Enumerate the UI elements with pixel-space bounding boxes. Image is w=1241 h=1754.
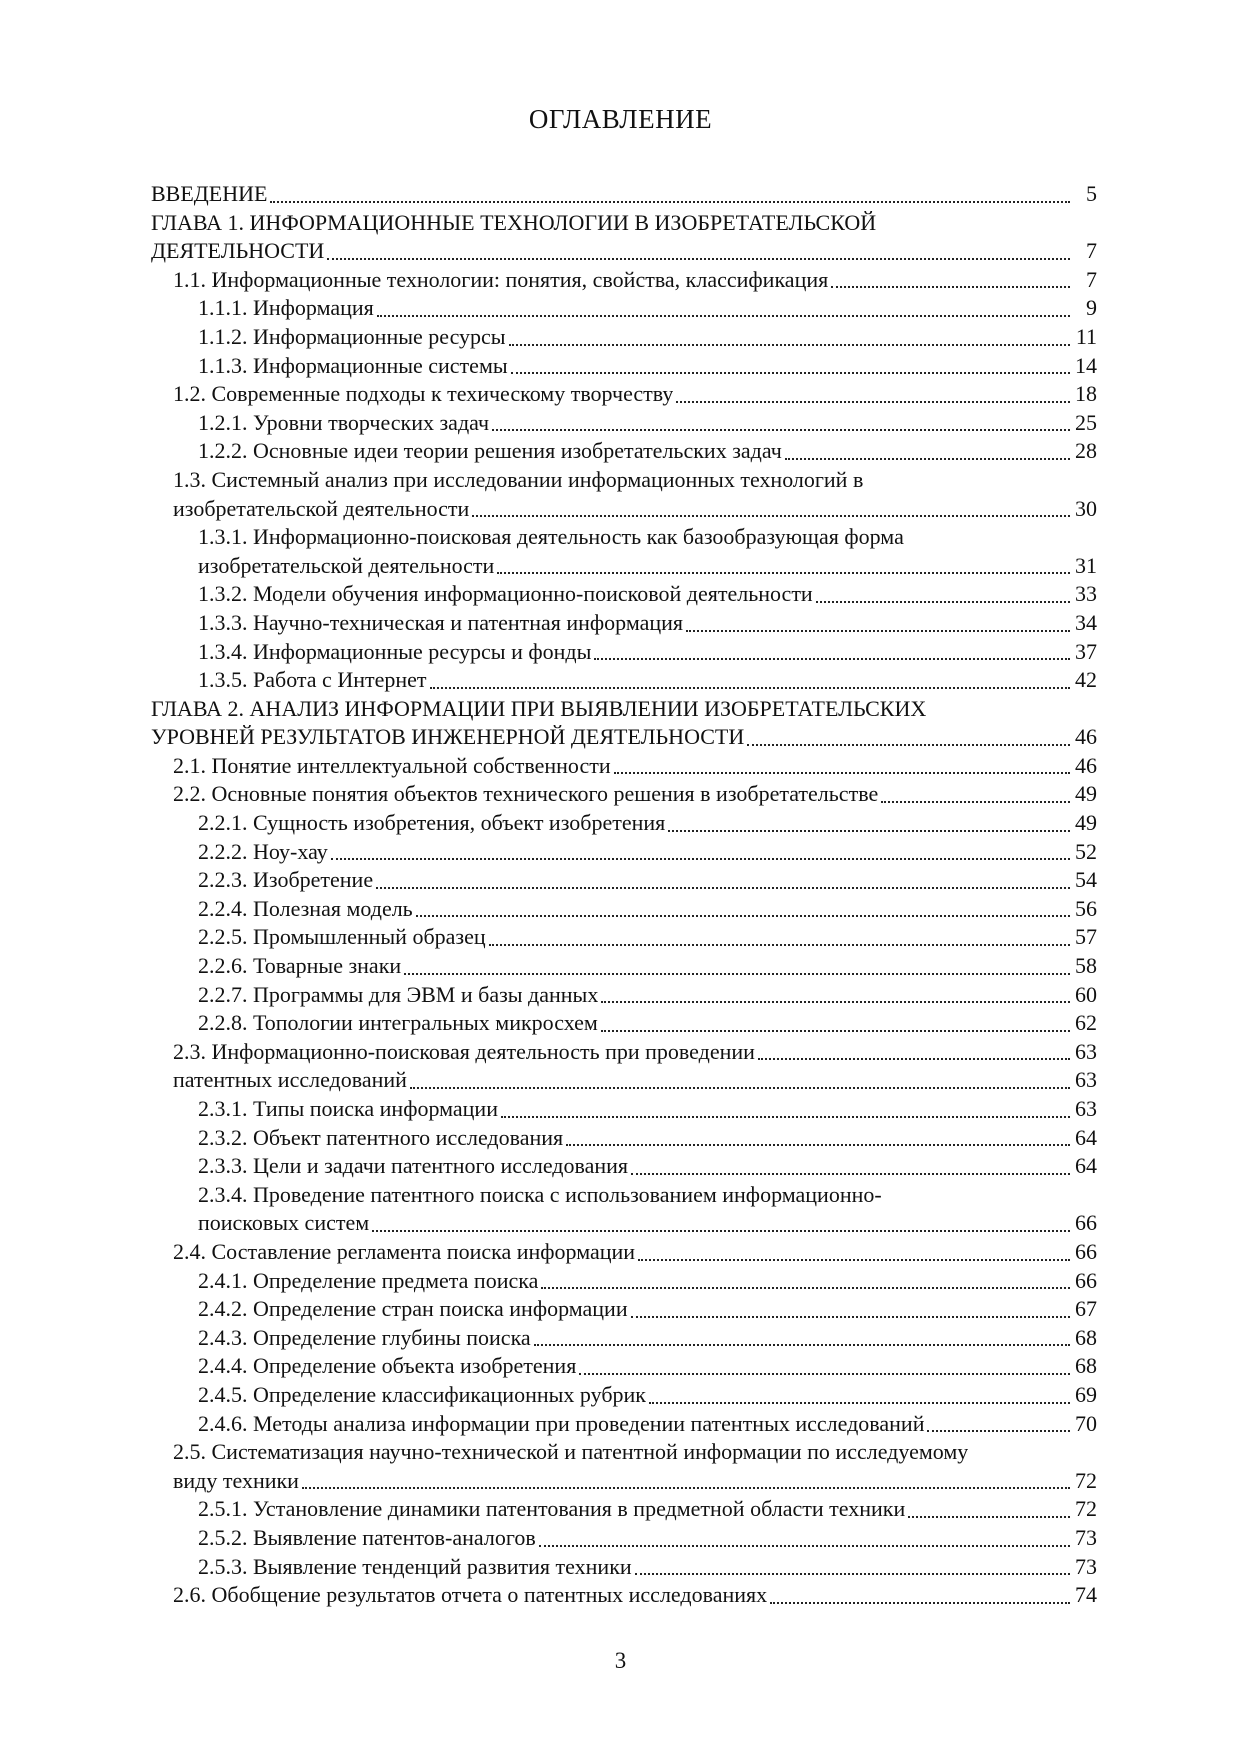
dot-leader: [908, 1515, 1070, 1518]
dot-leader: [785, 457, 1070, 460]
toc-entry-title: 2.3.4. Проведение патентного поиска с использованием информационно-: [198, 1181, 882, 1207]
toc-entry-page: 30: [1075, 495, 1097, 521]
toc-entry-page: 33: [1075, 581, 1097, 607]
dot-leader: [635, 1572, 1070, 1575]
toc-entry-page: 9: [1086, 295, 1097, 321]
dot-leader: [372, 1229, 1070, 1232]
toc-entry-title: 1.3.1. Информационно-поисковая деятельность как базообразующая форма: [198, 524, 904, 550]
toc-entry: [151, 1495, 1097, 1524]
toc-entry-title: 1.2.2. Основные идеи теории решения изобретательских задач: [198, 438, 782, 464]
toc-entry-title: 2.3.3. Цели и задачи патентного исследования: [198, 1153, 629, 1179]
dot-leader: [327, 257, 1070, 260]
dot-leader: [410, 1086, 1070, 1089]
dot-leader: [927, 1429, 1070, 1432]
toc-entry-title: 2.3. Информационно-поисковая деятельность при проведении: [173, 1038, 755, 1064]
dot-leader: [430, 686, 1070, 689]
dot-leader: [601, 1029, 1070, 1032]
toc-entry: [151, 1238, 1097, 1267]
toc-entry-title: 2.2.6. Товарные знаки: [198, 953, 402, 979]
toc-entry-page: 18: [1075, 381, 1097, 407]
toc-entry-title: 1.3.5. Работа с Интернет: [198, 667, 427, 693]
toc-entry: [151, 638, 1097, 667]
dot-leader: [631, 1315, 1070, 1318]
toc-entry: [151, 209, 1097, 238]
toc-entry-title: 2.5. Систематизация научно-технической и патентной информации по исследуемому: [173, 1439, 969, 1465]
toc-entry: [151, 1467, 1097, 1496]
toc-entry: [151, 1124, 1097, 1153]
toc-entry: [151, 352, 1097, 381]
toc-entry-title: поисковых систем: [198, 1210, 370, 1236]
toc-entry-page: 63: [1075, 1067, 1097, 1093]
toc-entry: [151, 1152, 1097, 1181]
toc-entry-title: 2.4.4. Определение объекта изобретения: [198, 1353, 577, 1379]
toc-entry: [151, 323, 1097, 352]
toc-entry: [151, 752, 1097, 781]
dot-leader: [489, 943, 1070, 946]
toc-entry: [151, 666, 1097, 695]
toc-entry-title: 2.5.3. Выявление тенденций развития техники: [198, 1553, 632, 1579]
toc-entry-title: 2.3.2. Объект патентного исследования: [198, 1124, 564, 1150]
toc-entry-title: 2.2.8. Топологии интегральных микросхем: [198, 1010, 598, 1036]
toc-entry-title: ВВЕДЕНИЕ: [151, 181, 268, 206]
toc-entry-title: 2.6. Обобщение результатов отчета о патентных исследованиях: [173, 1582, 768, 1608]
dot-leader: [270, 200, 1070, 203]
toc-entry-page: 11: [1075, 323, 1097, 349]
toc-entry-title: 2.4.5. Определение классификационных рубрик: [198, 1381, 646, 1407]
dot-leader: [676, 400, 1070, 403]
dot-leader: [376, 886, 1070, 889]
toc-entry-title: 1.1. Информационные технологии: понятия, свойства, классификация: [173, 266, 829, 292]
toc-entry-page: 68: [1075, 1353, 1097, 1379]
toc-entry: [151, 1295, 1097, 1324]
toc-entry-page: 42: [1075, 667, 1097, 693]
toc-entry-page: 62: [1075, 1010, 1097, 1036]
toc-entry: [151, 609, 1097, 638]
toc-entry-page: 54: [1075, 867, 1097, 893]
toc-entry-title: 1.2.1. Уровни творческих задач: [198, 409, 490, 435]
page-title: ОГЛАВЛЕНИЕ: [528, 104, 713, 134]
toc-entry-title: 2.5.1. Установление динамики патентования в предметной области техники: [198, 1496, 906, 1522]
dot-leader: [881, 800, 1070, 803]
toc-entry-page: 58: [1075, 953, 1097, 979]
toc-entry: [151, 1009, 1097, 1038]
dot-leader: [509, 343, 1070, 346]
dot-leader: [472, 514, 1070, 517]
toc-entry: [151, 523, 1097, 552]
toc-entry: [151, 1181, 1097, 1210]
dot-leader: [302, 1486, 1070, 1489]
dot-leader: [541, 1286, 1070, 1289]
toc-entry-title: 2.2.1. Сущность изобретения, объект изобретения: [198, 810, 666, 836]
dot-leader: [511, 371, 1070, 374]
toc-entry: [151, 981, 1097, 1010]
toc-entry-page: 49: [1075, 781, 1097, 807]
toc-entry-page: 72: [1075, 1496, 1097, 1522]
toc-entry-title: 2.4.6. Методы анализа информации при проведении патентных исследований: [198, 1410, 925, 1436]
dot-leader: [816, 600, 1070, 603]
toc-entry-title: 2.5.2. Выявление патентов-аналогов: [198, 1524, 536, 1550]
dot-leader: [614, 771, 1070, 774]
toc-entry: [151, 923, 1097, 952]
toc-entry: [151, 580, 1097, 609]
toc-entry-title: 1.1.1. Информация: [198, 295, 374, 321]
dot-leader: [638, 1258, 1070, 1261]
dot-leader: [686, 629, 1070, 632]
toc-entry-title: 2.4.1. Определение предмета поиска: [198, 1267, 539, 1293]
toc-entry: [151, 838, 1097, 867]
toc-entry-page: 63: [1075, 1038, 1097, 1064]
toc-entry-page: 66: [1075, 1210, 1097, 1236]
toc-entry: [151, 895, 1097, 924]
toc-entry-title: патентных исследований: [173, 1067, 407, 1093]
toc-entry: [151, 1066, 1097, 1095]
toc-entry-title: изобретательской деятельности: [173, 495, 470, 521]
toc-entry-title: 2.2.5. Промышленный образец: [198, 924, 486, 950]
toc-entry-title: 1.1.2. Информационные ресурсы: [198, 323, 506, 349]
toc-entry-title: 2.4.3. Определение глубины поиска: [198, 1324, 531, 1350]
dot-leader: [501, 1115, 1070, 1118]
dot-leader: [770, 1601, 1070, 1604]
toc-entry: [151, 723, 1097, 752]
toc-entry: [151, 866, 1097, 895]
dot-leader: [579, 1372, 1070, 1375]
toc-entry: [151, 1581, 1097, 1610]
toc-entry-title: 2.3.1. Типы поиска информации: [198, 1096, 498, 1121]
toc-entry-title: УРОВНЕЙ РЕЗУЛЬТАТОВ ИНЖЕНЕРНОЙ ДЕЯТЕЛЬНОСТИ: [151, 724, 745, 750]
toc-entry: [151, 1553, 1097, 1582]
toc-entry-page: 64: [1075, 1153, 1097, 1179]
toc-entry-page: 63: [1075, 1096, 1097, 1121]
toc-entry: [151, 809, 1097, 838]
toc-entry: [151, 780, 1097, 809]
dot-leader: [649, 1401, 1070, 1404]
toc-entry-title: ГЛАВА 1. ИНФОРМАЦИОННЫЕ ТЕХНОЛОГИИ В ИЗОБРЕТАТЕЛЬСКОЙ: [151, 209, 877, 235]
dot-leader: [377, 314, 1070, 317]
toc-entry-title: 2.2.3. Изобретение: [198, 867, 374, 893]
dot-leader: [492, 428, 1070, 431]
toc-entry-page: 28: [1075, 438, 1097, 464]
toc-entry-page: 37: [1075, 638, 1097, 664]
toc-entry: [151, 437, 1097, 466]
toc-entry: [151, 1438, 1097, 1467]
toc-entry-title: 2.2.2. Ноу-хау: [198, 838, 328, 864]
toc-entry: [151, 1095, 1097, 1124]
toc-entry-title: 1.3.4. Информационные ресурсы и фонды: [198, 638, 592, 664]
dot-leader: [594, 657, 1070, 660]
toc-entry-title: 2.2.4. Полезная модель: [198, 895, 413, 921]
dot-leader: [631, 1172, 1070, 1175]
dot-leader: [416, 914, 1070, 917]
toc-entry-page: 69: [1075, 1381, 1097, 1407]
toc-entry-page: 73: [1075, 1524, 1097, 1550]
toc-entry: [151, 1038, 1097, 1067]
toc-entry: [151, 1324, 1097, 1353]
dot-leader: [831, 285, 1070, 288]
toc-entry: [151, 495, 1097, 524]
toc-entry-page: 67: [1075, 1296, 1097, 1322]
toc-entry-title: ДЕЯТЕЛЬНОСТИ: [151, 238, 325, 264]
dot-leader: [404, 972, 1070, 975]
toc-entry-page: 14: [1075, 352, 1097, 378]
toc-entry-page: 46: [1075, 724, 1097, 750]
toc-entry-page: 49: [1075, 810, 1097, 836]
table-of-contents: [151, 180, 1097, 1610]
toc-entry-title: изобретательской деятельности: [198, 552, 495, 578]
page-number: 3: [614, 1648, 627, 1673]
toc-entry-page: 7: [1086, 266, 1097, 292]
toc-entry-page: 25: [1075, 409, 1097, 435]
toc-entry-page: 46: [1075, 752, 1097, 778]
toc-entry-page: 60: [1075, 981, 1097, 1007]
toc-entry: [151, 466, 1097, 495]
toc-entry: [151, 952, 1097, 981]
toc-entry: [151, 1209, 1097, 1238]
toc-entry-page: 68: [1075, 1324, 1097, 1350]
toc-entry-page: 52: [1075, 838, 1097, 864]
toc-entry: [151, 695, 1097, 724]
toc-entry-page: 66: [1075, 1238, 1097, 1264]
toc-entry-title: 1.2. Современные подходы к техическому творчеству: [173, 381, 674, 407]
toc-entry-title: 2.2. Основные понятия объектов технического решения в изобретательстве: [173, 781, 879, 807]
dot-leader: [747, 743, 1070, 746]
toc-entry-page: 73: [1075, 1553, 1097, 1579]
toc-entry: [151, 1381, 1097, 1410]
toc-entry-title: 1.3.3. Научно-техническая и патентная информация: [198, 609, 684, 635]
toc-entry: [151, 1410, 1097, 1439]
dot-leader: [566, 1143, 1070, 1146]
toc-entry-page: 31: [1075, 552, 1097, 578]
toc-entry: [151, 380, 1097, 409]
toc-entry-page: 5: [1086, 181, 1097, 206]
toc-entry: [151, 552, 1097, 581]
toc-entry-title: 2.4. Составление регламента поиска информации: [173, 1238, 636, 1264]
dot-leader: [539, 1544, 1070, 1547]
toc-entry: [151, 266, 1097, 295]
toc-entry-page: 7: [1086, 238, 1097, 264]
toc-entry-page: 70: [1075, 1410, 1097, 1436]
toc-entry: [151, 237, 1097, 266]
dot-leader: [497, 571, 1070, 574]
toc-entry-page: 57: [1075, 924, 1097, 950]
dot-leader: [331, 857, 1070, 860]
toc-entry-title: 1.1.3. Информационные системы: [198, 352, 508, 378]
toc-entry: [151, 294, 1097, 323]
toc-entry: [151, 409, 1097, 438]
toc-entry: [151, 1352, 1097, 1381]
toc-entry: [151, 1524, 1097, 1553]
toc-entry-page: 34: [1075, 609, 1097, 635]
toc-entry-title: 1.3.2. Модели обучения информационно-поисковой деятельности: [198, 581, 813, 607]
toc-entry-title: виду техники: [173, 1467, 299, 1493]
toc-entry-page: 72: [1075, 1467, 1097, 1493]
toc-entry-title: 2.4.2. Определение стран поиска информации: [198, 1296, 628, 1322]
toc-entry-page: 64: [1075, 1124, 1097, 1150]
dot-leader: [534, 1343, 1070, 1346]
toc-entry-title: 2.2.7. Программы для ЭВМ и базы данных: [198, 981, 599, 1007]
toc-entry: [151, 1267, 1097, 1296]
toc-entry-page: 74: [1075, 1582, 1097, 1608]
toc-entry-title: 1.3. Системный анализ при исследовании информационных технологий в: [173, 466, 864, 492]
dot-leader: [758, 1057, 1070, 1060]
toc-entry: [151, 180, 1097, 209]
dot-leader: [668, 829, 1070, 832]
toc-entry-title: 2.1. Понятие интеллектуальной собственности: [173, 752, 611, 778]
toc-entry-title: ГЛАВА 2. АНАЛИЗ ИНФОРМАЦИИ ПРИ ВЫЯВЛЕНИИ ИЗОБРЕТАТЕЛЬСКИХ: [151, 695, 927, 721]
dot-leader: [601, 1000, 1070, 1003]
toc-entry-page: 66: [1075, 1267, 1097, 1293]
toc-entry-page: 56: [1075, 895, 1097, 921]
